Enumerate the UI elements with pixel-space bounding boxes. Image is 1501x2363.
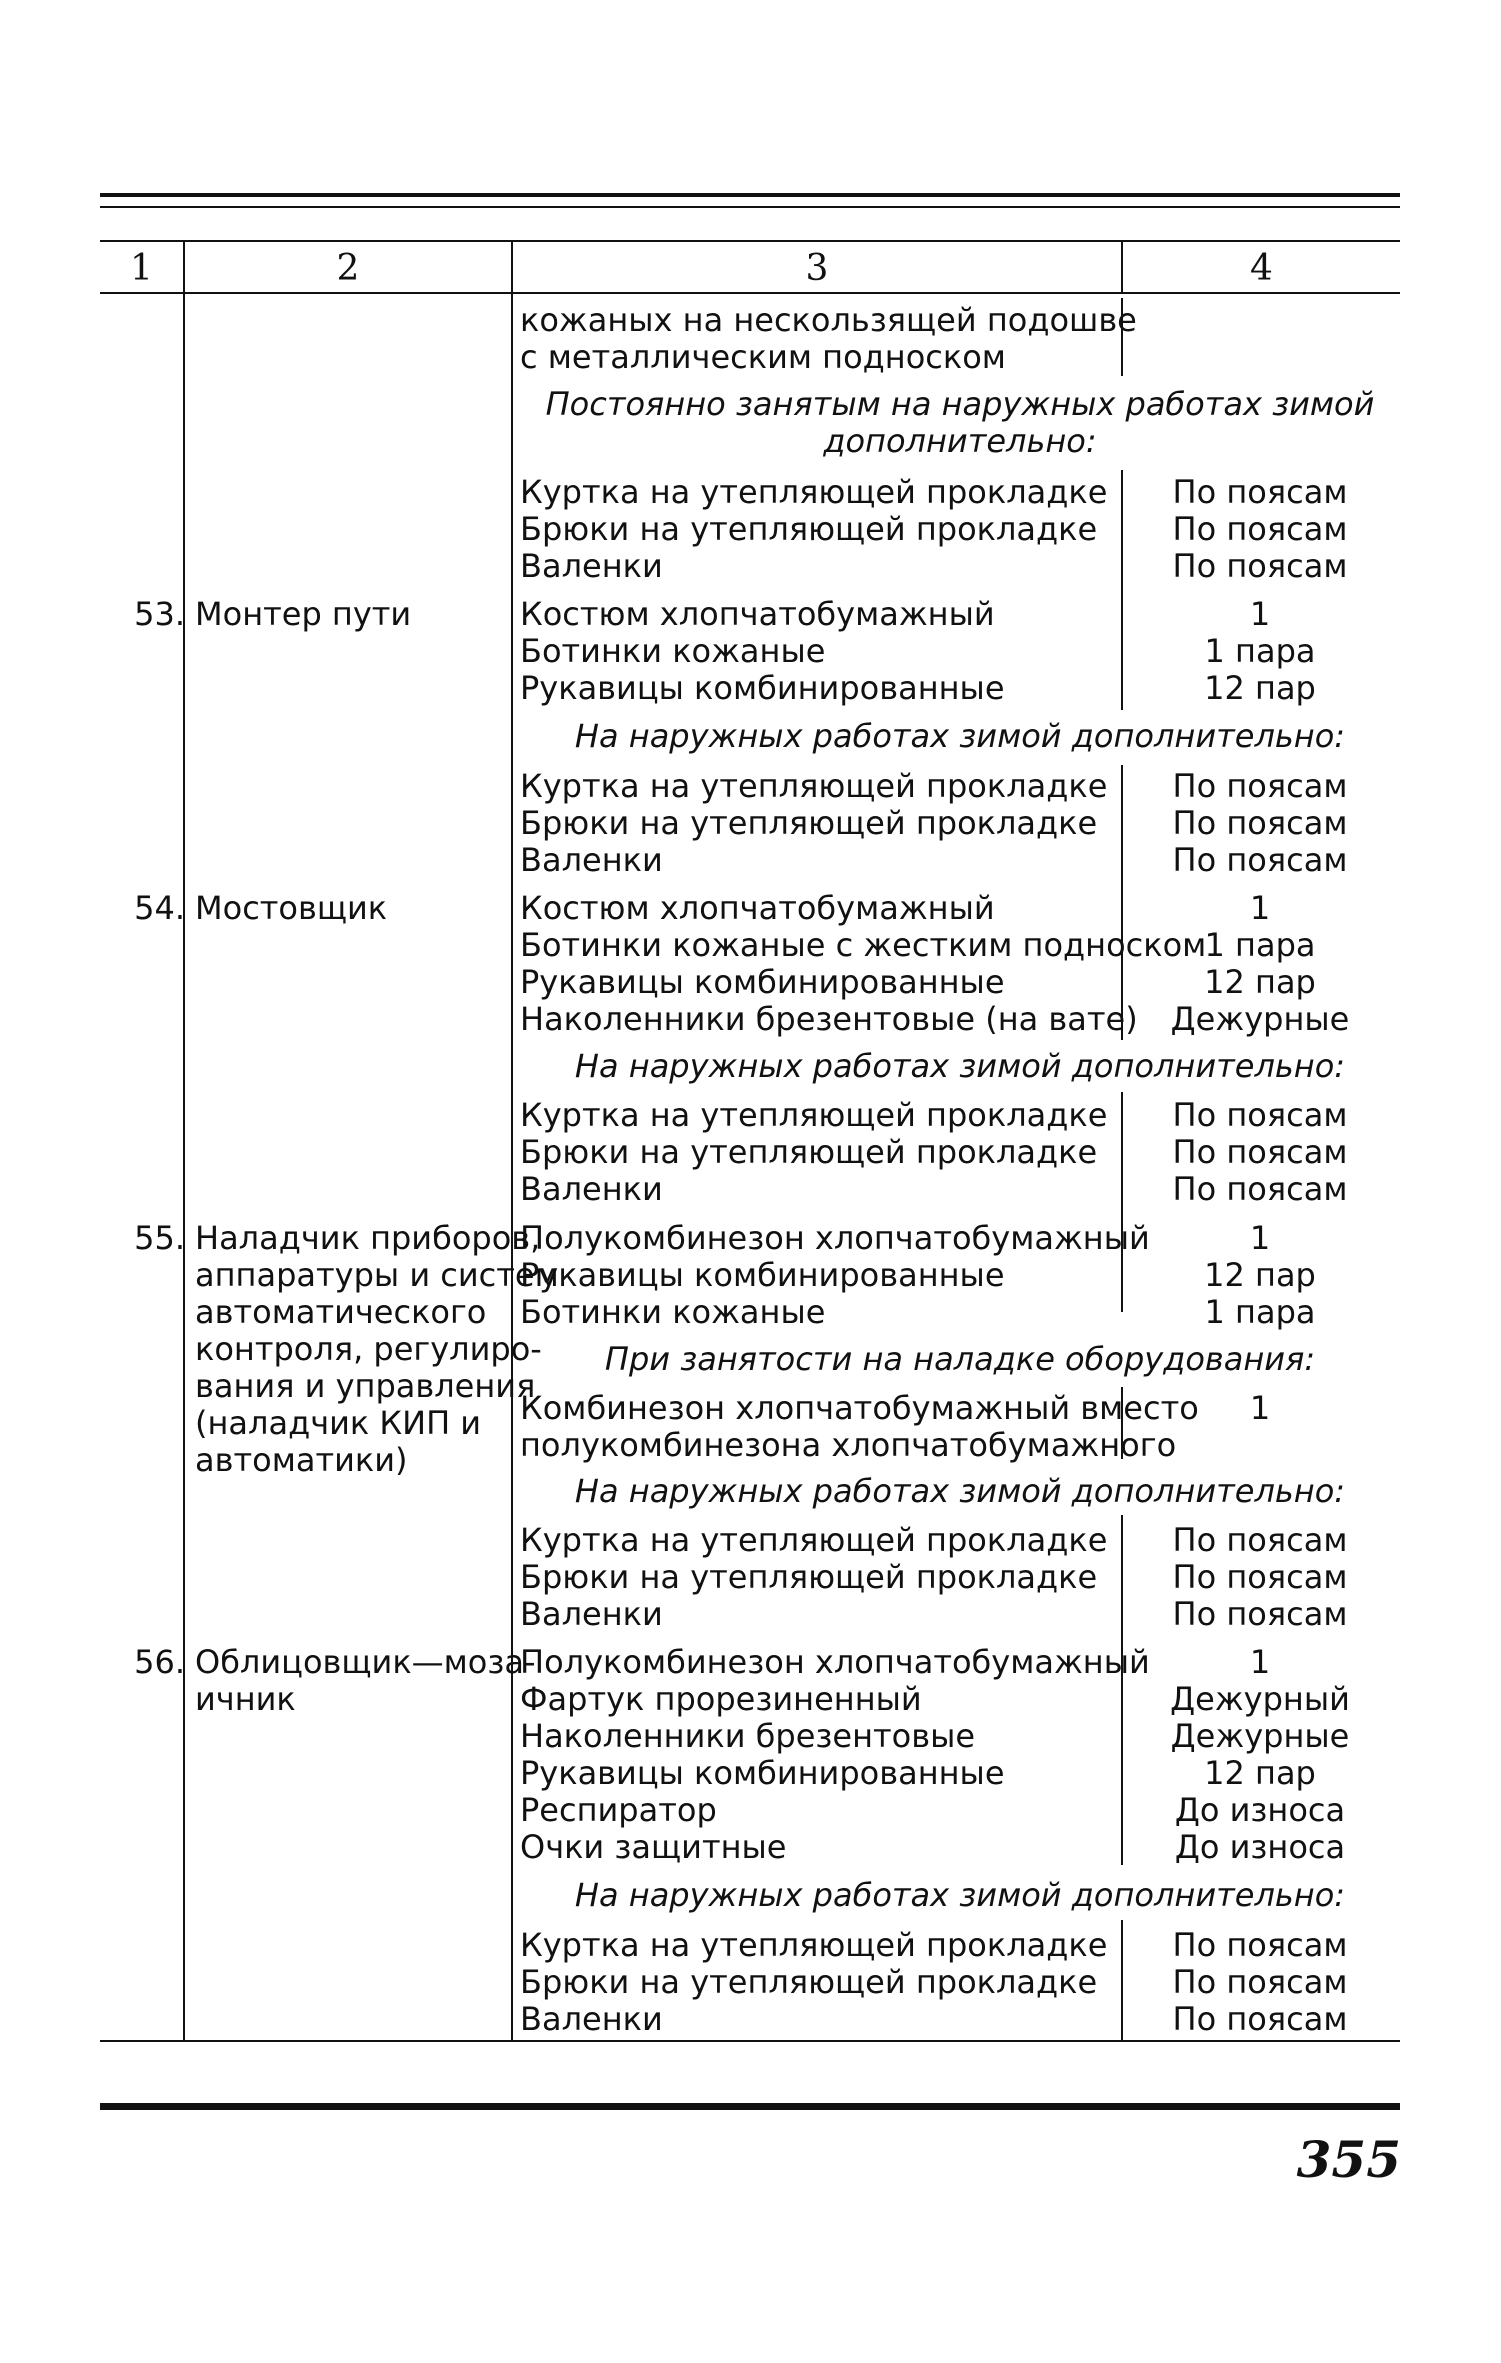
item-norm: По поясам [1172, 1595, 1348, 1633]
profession-line: контроля, регулиро- [195, 1330, 542, 1368]
header-col4: 4 [1250, 248, 1273, 289]
col-divider-2 [511, 240, 513, 2040]
profession-line: ичник [195, 1680, 296, 1718]
item-norm: 1 [1249, 1219, 1271, 1257]
col-divider-3-seg [1121, 765, 1123, 1040]
item-name: Рукавицы комбинированные [520, 1256, 1005, 1294]
item-norm: 1 [1249, 595, 1271, 633]
item-name: Респиратор [520, 1791, 717, 1829]
item-norm: По поясам [1172, 547, 1348, 585]
item-name: Ботинки кожаные с жестким подноском [520, 926, 1207, 964]
item-norm: По поясам [1172, 1170, 1348, 1208]
bottom-rule [100, 2103, 1400, 2110]
profession-line: Наладчик приборов, [195, 1219, 541, 1257]
item-norm: 1 [1249, 889, 1271, 927]
item-name: Брюки на утепляющей прокладке [520, 510, 1098, 548]
item-norm: 1 [1249, 1643, 1271, 1681]
item-norm: До износа [1174, 1791, 1346, 1829]
item-norm: По поясам [1172, 767, 1348, 805]
section-heading: дополнительно: [823, 422, 1097, 460]
sub-heading: При занятости на наладке оборудования: [604, 1340, 1316, 1378]
profession-line: вания и управления [195, 1367, 536, 1405]
item-name: Рукавицы комбинированные [520, 669, 1005, 707]
item-name: Куртка на утепляющей прокладке [520, 767, 1108, 805]
header-top-line [100, 240, 1400, 242]
item-name: Брюки на утепляющей прокладке [520, 804, 1098, 842]
header-col3: 3 [805, 248, 829, 289]
item-norm: По поясам [1172, 1558, 1348, 1596]
profession-line: Монтер пути [195, 595, 412, 633]
item-name: Валенки [520, 2000, 663, 2038]
col-divider-3-seg [1121, 470, 1123, 710]
col-divider-3-seg [1121, 1092, 1123, 1312]
item-norm: 1 пара [1204, 632, 1316, 670]
item-name: Фартук прорезиненный [520, 1680, 922, 1718]
top-rule-thin [100, 206, 1400, 208]
item-norm: 1 [1249, 1389, 1271, 1427]
entry-number: 56. [134, 1643, 185, 1681]
col-divider-3-seg [1121, 1920, 1123, 2040]
item-norm: По поясам [1172, 510, 1348, 548]
header-bottom-line [100, 292, 1400, 294]
item-norm: По поясам [1172, 804, 1348, 842]
item-norm: По поясам [1172, 841, 1348, 879]
item-name: Полукомбинезон хлопчатобумажный [520, 1219, 1150, 1257]
col-divider-3-seg [1121, 1515, 1123, 1865]
section-heading: Постоянно занятым на наружных работах зимой [545, 385, 1375, 423]
col-divider-1 [183, 240, 185, 2040]
item-name: Ботинки кожаные [520, 632, 826, 670]
item-name: Наколенники брезентовые [520, 1717, 976, 1755]
header-col2: 2 [336, 248, 360, 289]
item-norm: По поясам [1172, 1521, 1348, 1559]
item-name: Валенки [520, 841, 663, 879]
item-norm: Дежурные [1170, 1717, 1350, 1755]
item-name: Куртка на утепляющей прокладке [520, 1521, 1108, 1559]
profession-line: Мостовщик [195, 889, 388, 927]
item-name: Валенки [520, 547, 663, 585]
continuation-line: с металлическим подноском [520, 338, 1006, 376]
table-bottom-line [100, 2040, 1400, 2042]
header-col1: 1 [130, 248, 153, 289]
item-norm: Дежурные [1170, 1000, 1350, 1038]
profession-line: (наладчик КИП и [195, 1404, 482, 1442]
item-name: Очки защитные [520, 1828, 787, 1866]
profession-line: автоматики) [195, 1441, 408, 1479]
profession-line: Облицовщик—моза- [195, 1643, 536, 1681]
item-norm: По поясам [1172, 473, 1348, 511]
winter-heading: На наружных работах зимой дополнительно: [574, 717, 1346, 755]
item-norm: По поясам [1172, 2000, 1348, 2038]
item-norm: 12 пар [1204, 963, 1316, 1001]
item-name: Костюм хлопчатобумажный [520, 595, 995, 633]
item-norm: До износа [1174, 1828, 1346, 1866]
item-name: Валенки [520, 1170, 663, 1208]
item-norm: По поясам [1172, 1096, 1348, 1134]
item-norm: По поясам [1172, 1926, 1348, 1964]
page-number: 355 [1296, 2130, 1401, 2189]
item-norm: 1 пара [1204, 926, 1316, 964]
profession-line: автоматического [195, 1293, 487, 1331]
item-name: Наколенники брезентовые (на вате) [520, 1000, 1138, 1038]
item-name: Полукомбинезон хлопчатобумажный [520, 1643, 1150, 1681]
item-name: Брюки на утепляющей прокладке [520, 1133, 1098, 1171]
profession-line: аппаратуры и систем [195, 1256, 559, 1294]
item-name: Костюм хлопчатобумажный [520, 889, 995, 927]
entry-number: 55. [134, 1219, 185, 1257]
item-norm: Дежурный [1170, 1680, 1350, 1718]
entry-number: 53. [134, 595, 185, 633]
item-name: полукомбинезона хлопчатобумажного [520, 1426, 1177, 1464]
item-name: Комбинезон хлопчатобумажный вместо [520, 1389, 1199, 1427]
item-name: Куртка на утепляющей прокладке [520, 473, 1108, 511]
item-name: Брюки на утепляющей прокладке [520, 1558, 1098, 1596]
item-norm: 12 пар [1204, 1256, 1316, 1294]
item-norm: По поясам [1172, 1133, 1348, 1171]
winter-heading: На наружных работах зимой дополнительно: [574, 1047, 1346, 1085]
continuation-line: кожаных на нескользящей подошве [520, 301, 1137, 339]
item-name: Брюки на утепляющей прокладке [520, 1963, 1098, 2001]
item-norm: 1 пара [1204, 1293, 1316, 1331]
item-name: Валенки [520, 1595, 663, 1633]
entry-number: 54. [134, 889, 185, 927]
item-norm: 12 пар [1204, 669, 1316, 707]
winter-heading: На наружных работах зимой дополнительно: [574, 1472, 1346, 1510]
item-name: Рукавицы комбинированные [520, 963, 1005, 1001]
item-norm: По поясам [1172, 1963, 1348, 2001]
item-name: Куртка на утепляющей прокладке [520, 1926, 1108, 1964]
item-name: Ботинки кожаные [520, 1293, 826, 1331]
item-norm: 12 пар [1204, 1754, 1316, 1792]
winter-heading: На наружных работах зимой дополнительно: [574, 1876, 1346, 1914]
item-name: Куртка на утепляющей прокладке [520, 1096, 1108, 1134]
top-rule-thick [100, 193, 1400, 197]
item-name: Рукавицы комбинированные [520, 1754, 1005, 1792]
